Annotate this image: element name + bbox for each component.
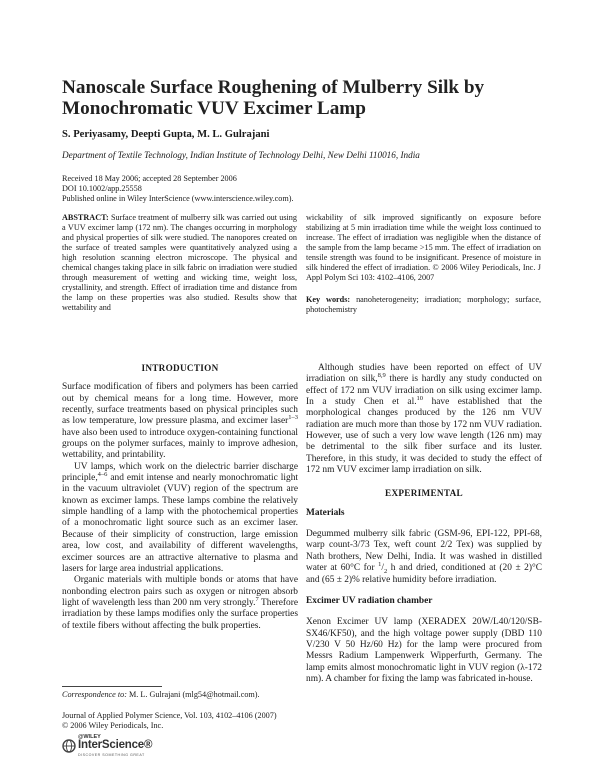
author-affiliation: Department of Textile Technology, Indian Institute of Technology Delhi, New Delhi 110016, India	[62, 150, 420, 160]
journal-citation: Journal of Applied Polymer Science, Vol. 103, 4102–4106 (2007)	[62, 711, 277, 720]
logo-tagline: DISCOVER SOMETHING GREAT	[78, 753, 145, 757]
right-p1-text-end: have established that the morphological changes produced by the 126 nm VUV radiation are much more than those by 172 nm VUV radiation. However, use of such a very low wave length (126 nm) may be detrimental to the silk fiber surface and its luster. Therefore, in this study, it was decided to study the effect of 172 nm VUV excimer lamp irradiation on silk.	[306, 397, 542, 476]
right-p1-text: Although studies have been reported on effect of UV irradiation on silk,	[306, 363, 542, 385]
citation-ref: 1–3	[288, 414, 298, 422]
intro-p2-text-cont: and emit intense and nearly monochromatic light in the vacuum ultraviolet (VUV) region of the spectrum are known as excimer lamps. These lamps combine the relatively simple handling of a lamp with the photochemical properties of a monochromatic light source such as an excimer laser. Because of their simplicity of construction, large emission area, low cost, and availability of different wavelengths, excimer sources are an attractive alternative to plasma and lasers for large area industrial applications.	[62, 473, 298, 574]
materials-paragraph: Degummed mulberry silk fabric (GSM-96, EPI-122, PPI-68, warp count-3/73 Tex, weft count 2/2 Tex) was supplied by Nath brothers, New Delhi, India. It was washed in distilled water at 60°C for $^1/_2$ h and dried, conditioned at (20 ± 2)°C and (65 ± 2)% relative humidity before irradiation.	[306, 529, 542, 585]
article-title: Nanoscale Surface Roughening of Mulberry Silk by Monochromatic VUV Excimer Lamp	[62, 77, 485, 119]
citation-ref: 10	[416, 394, 424, 402]
keywords-label: Key words:	[306, 295, 351, 305]
chamber-heading: Excimer UV radiation chamber	[306, 595, 433, 606]
correspondence-label: Correspondence to:	[62, 690, 127, 699]
right-p1-text-cont: there is hardly any study conducted on effect of 172 nm VUV irradiation on silk using excimer lamp. In a study Chen et al.	[306, 374, 542, 408]
intro-p3-text: Organic materials with multiple bonds or atoms that have nonbonding electron pairs such as oxygen or nitrogen absorb light of wavelength less than 200 nm very strongly.	[62, 575, 298, 608]
fraction-numerator: 1	[378, 561, 382, 569]
materials-text-cont: h and dried, conditioned at (20 ± 2)°C and (65 ± 2)% relative humidity before irradiation.	[306, 563, 542, 585]
intro-paragraph-3	[62, 575, 298, 632]
citation-ref: 7	[255, 595, 259, 603]
keywords	[306, 295, 541, 315]
materials-text: Degummed mulberry silk fabric (GSM-96, EPI-122, PPI-68, warp count-3/73 Tex, weft count 2/2 Tex) was supplied by Nath brothers, New Delhi, India. It was washed in distilled water at 60°C for	[306, 529, 542, 574]
intro-paragraph-1	[62, 382, 298, 461]
intro-p2-text: UV lamps, which work on the dielectric barrier discharge principle,	[62, 461, 298, 484]
introduction-heading: INTRODUCTION	[141, 363, 219, 373]
abstract-left	[62, 213, 297, 313]
intro-p1-text: Surface modification of fibers and polymers has been carried out by chemical means for a long time. However, more recently, surface treatments based on physical principles such as low temperature, low pressure plasma, and excimer laser	[62, 382, 298, 427]
author-list: S. Periyasamy, Deepti Gupta, M. L. Gulrajani	[62, 129, 270, 140]
citation-ref: 4–6	[97, 470, 108, 478]
abstract-text-left: Surface treatment of mulberry silk was carried out using a VUV excimer lamp (172 nm). The changes occurring in morphology and physical properties of silk were studied. The nanopores created on the surface of treated samples were quantitatively analyzed using a high resolution scanning electron microscope. The physical and chemical changes taking place in silk fabric on irradiation were studied through measurement of wetting and wicking time, weight loss, crystallinity, and strength. Effect of irradiation time and distance from the lamp on these properties was also studied. Results show that wettability and	[62, 213, 297, 313]
globe-icon	[62, 738, 76, 754]
correspondence-note	[62, 690, 260, 699]
intro-p3-text-cont: Therefore irradiation by these lamps modifies only the surface properties of textile fibers without affecting the bulk properties.	[62, 597, 298, 631]
abstract-right	[306, 213, 541, 315]
citation-ref: 8,9	[377, 372, 386, 380]
intro-paragraph-2	[62, 462, 298, 575]
journal-info	[62, 711, 277, 730]
experimental-heading: EXPERIMENTAL	[385, 488, 463, 499]
abstract-label: ABSTRACT:	[62, 213, 109, 222]
received-date: Received 18 May 2006; accepted 28 September 2006	[62, 174, 237, 183]
correspondence-text: M. L. Gulrajani (mlg54@hotmail.com).	[126, 690, 260, 699]
body-column-right	[306, 363, 542, 685]
fraction-denominator: 2	[383, 568, 388, 576]
copyright-line: © 2006 Wiley Periodicals, Inc.	[62, 720, 164, 730]
publication-dates	[62, 174, 362, 205]
materials-heading: Materials	[306, 507, 345, 518]
doi: DOI 10.1002/app.25558	[62, 184, 142, 194]
keywords-text: nanoheterogeneity; irradiation; morphology; surface, photochemistry	[306, 295, 541, 315]
published-online: Published online in Wiley InterScience (www.interscience.wiley.com).	[62, 194, 294, 204]
chamber-paragraph: Xenon Excimer UV lamp (XERADEX 20W/L40/120/SB-SX46/KF50), and the high voltage power supply (DBD 110 V/230 V 50 Hz/60 Hz) for the lamp were procured from Messrs Radium Lampenwerk Wipperfurth, Germany. The lamp emits almost monochromatic light in VUV region (λ-172 nm). A chamber for fixing the lamp was fabricated in-house.	[306, 617, 542, 684]
intro-p1-text-cont: have also been used to introduce oxygen-containing functional groups on the polymer surfaces, mainly to improve adhesion, wettability, and printability.	[62, 427, 298, 461]
body-column-left	[62, 363, 298, 632]
right-paragraph-1	[306, 363, 542, 476]
logo-brand-text: InterScience®	[78, 739, 153, 751]
logo-wiley-text: @WILEY	[78, 734, 101, 740]
footnote-rule	[62, 686, 162, 687]
abstract-text-right: wickability of silk improved significantly on exposure before stabilizing at 5 min irradiation time while the weight loss continued to increase. The effect of irradiation was negligible when the distance of the sample from the lamp became >15 mm. The effect of irradiation on tensile strength was found to be insignificant. Presence of moisture in silk hindered the effect of irradiation. © 2006 Wiley Periodicals, Inc. J Appl Polym Sci 103: 4102–4106, 2007	[306, 213, 541, 283]
wiley-interscience-logo	[62, 734, 152, 758]
